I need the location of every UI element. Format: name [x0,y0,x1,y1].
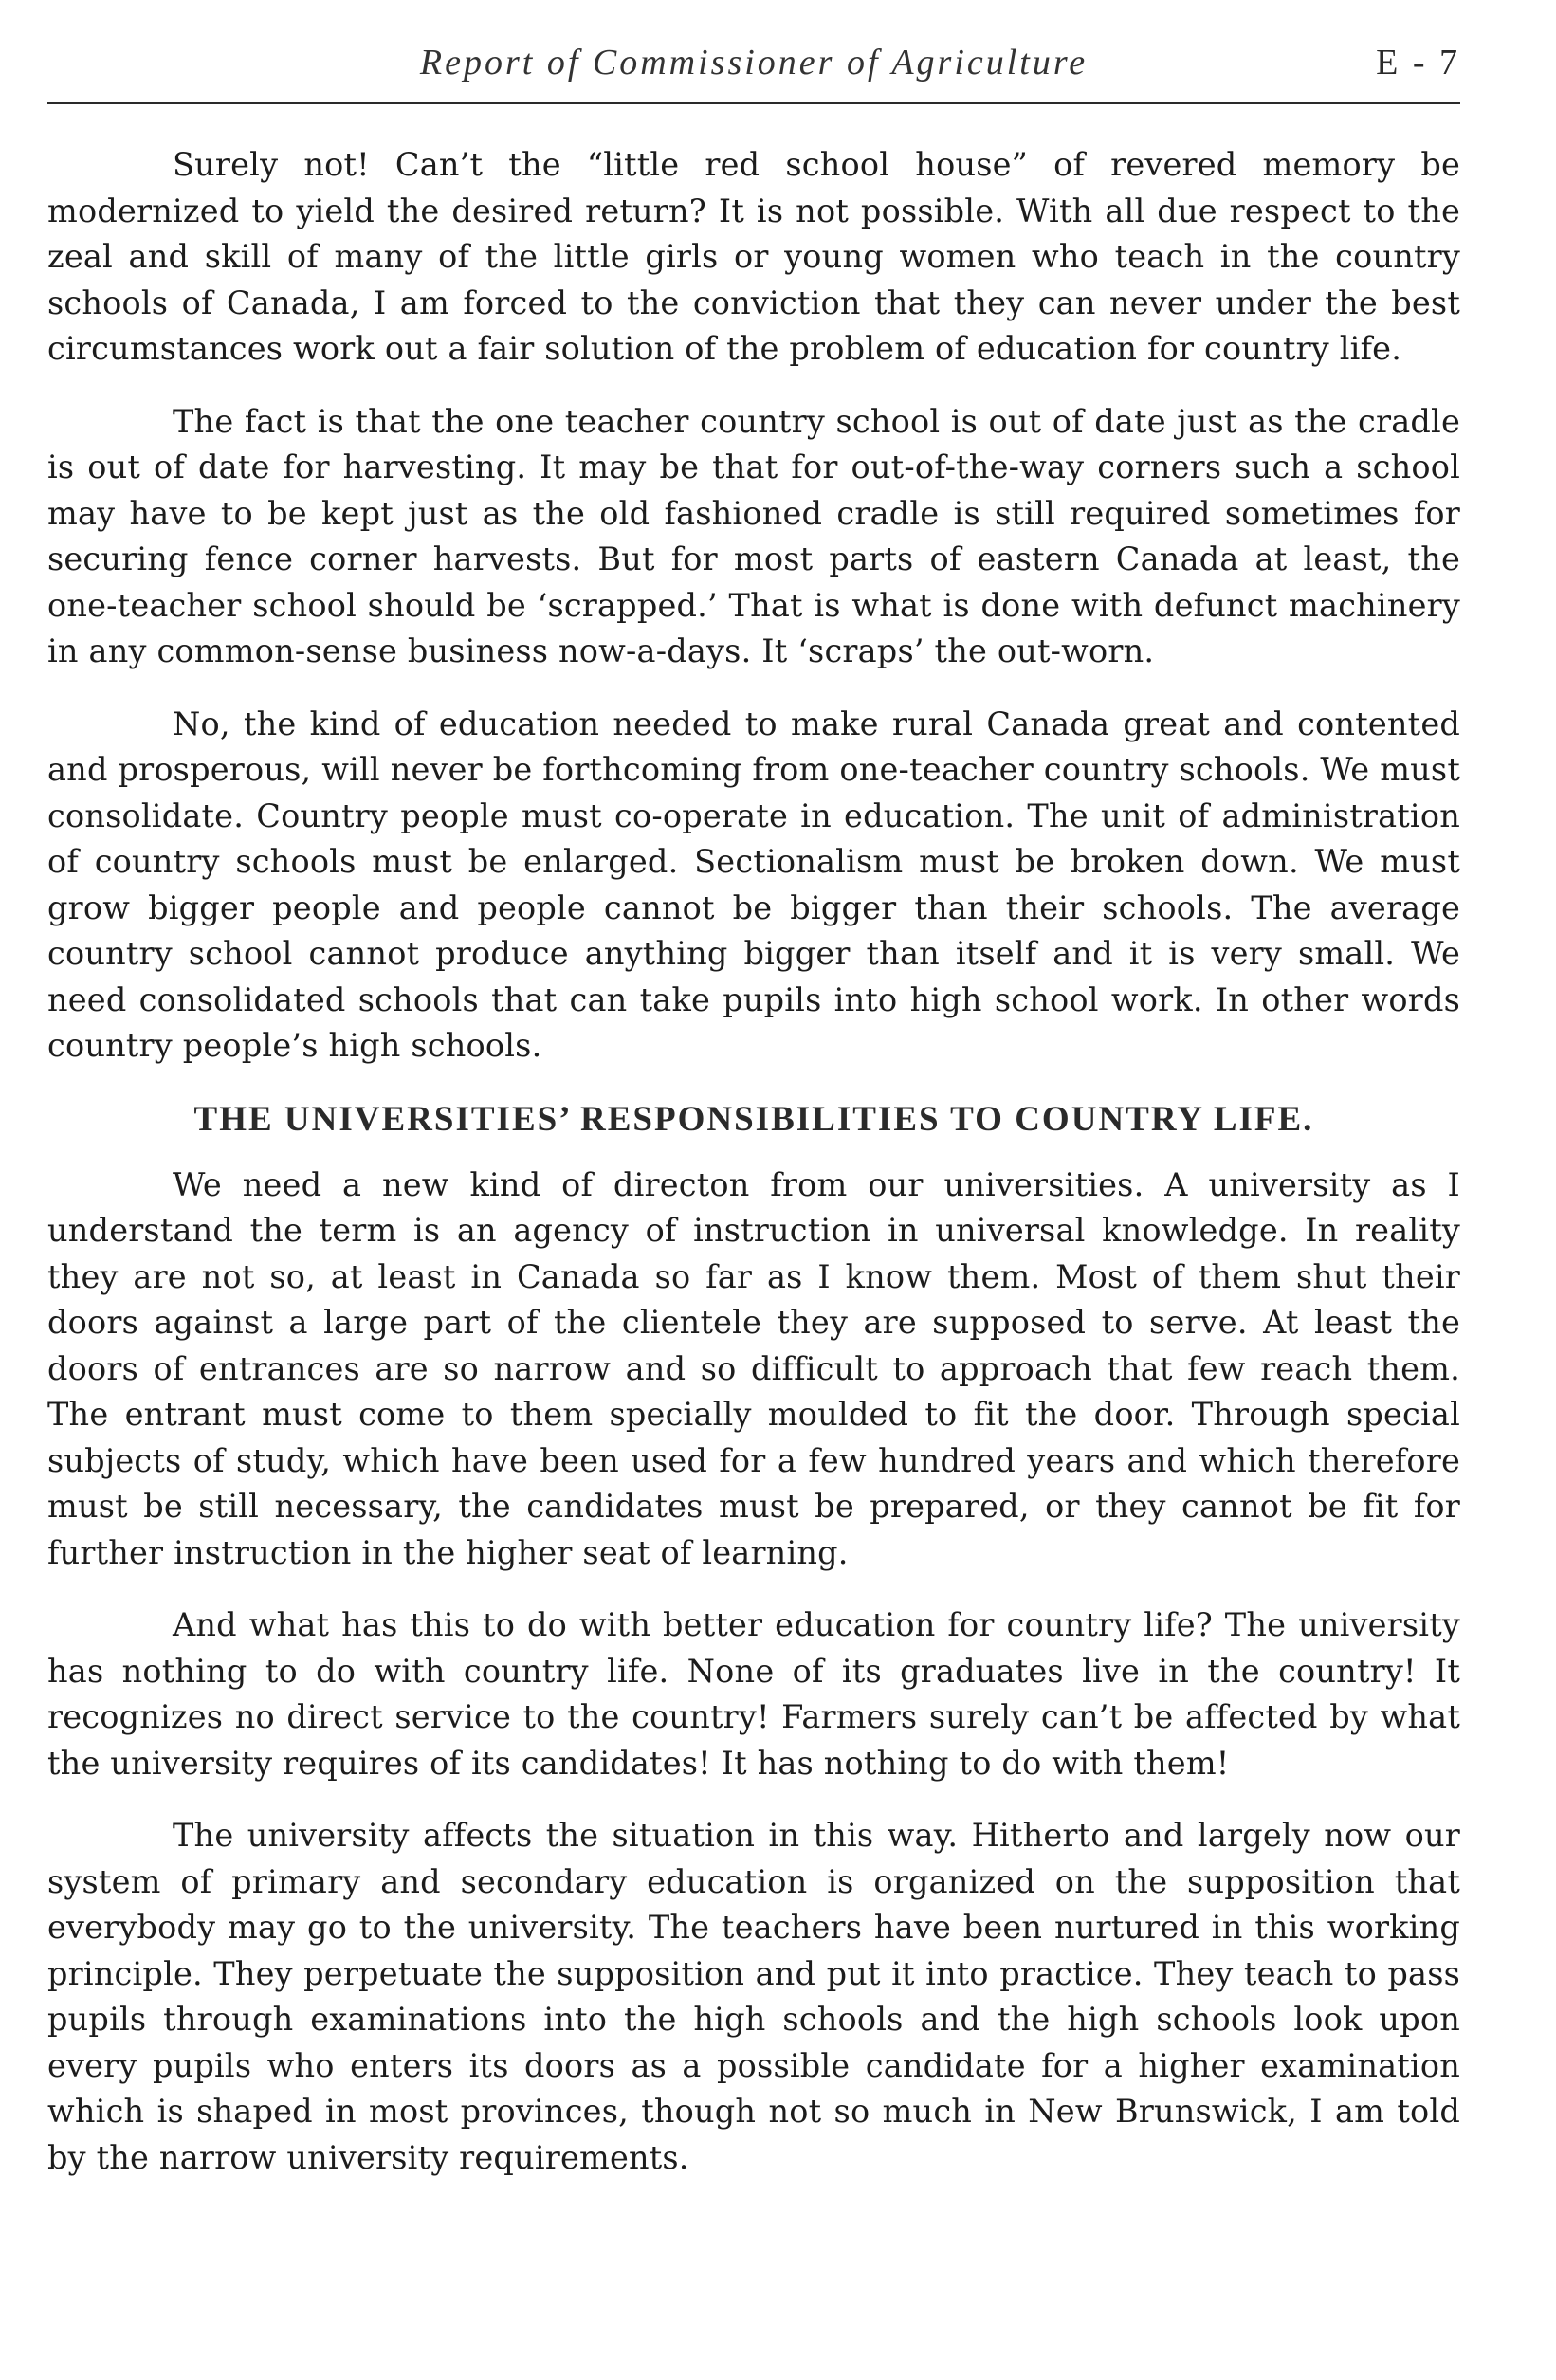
paragraph-little-red-school-house: Surely not! Can’t the “little red school house” of revered memory be modernized to yield the desired return? It is not possible. With all due respect to the zeal and skill of many of the little girls or young women who teach in the country schools of Canada, I am forced to the conviction that they can never under the best circumstances work out a fair solution of the problem of education for country life. [47,146,1460,367]
running-header [47,27,1460,104]
running-title: Report of Commissioner of Agriculture [419,43,1089,82]
body-text [47,142,1460,2207]
page-number: E - 7 [1376,43,1460,82]
paragraph-universities-direction: We need a new kind of directon from our universities. A university as I understand the term is an agency of instruction in universal knowledge. In reality they are not so, at least in Canada so far as I know them. Most of them shut their doors against a large part of the clientele they are supposed to serve. At least the doors of entrances are so narrow and so difficult to approach that few reach them. The entrant must come to them specially moulded to fit the door. Through special subjects of study, which have been used for a few hundred years and which therefore must be still necessary, the candidates must be prepared, or they cannot be fit for further instruction in the higher seat of learning. [47,1165,1460,1571]
paragraph-university-affects-situation: The university affects the situation in this way. Hitherto and largely now our system of primary and secondary education is organized on the supposition that everybody may go to the university. The teachers have been nurtured in this working principle. They perpetuate the supposition and put it into practice. They teach to pass pupils through examinations into the high schools and the high schools look upon every pupils who enters its doors as a possible candidate for a higher examination which is shaped in most provinces, though not so much in New Brunswick, I am told by the narrow university requirements. [47,1817,1460,2176]
section-heading: THE UNIVERSITIES’ RESPONSIBILITIES TO COUNTRY LIFE. [193,1099,1314,1139]
paragraph-university-country-life: And what has this to do with better education for country life? The university has nothing to do with country life. None of its graduates live in the country! It recognizes no direct service to the country! Farmers surely can’t be affected by what the university requires of its candidates! It has nothing to do with them! [47,1606,1460,1782]
paragraph-one-teacher-school: The fact is that the one teacher country school is out of date just as the cradle is out of date for harvesting. It may be that for out-of-the-way corners such a school may have to be kept just as the old fashioned cradle is still required sometimes for securing fence corner harvests. But for most parts of eastern Canada at least, the one-teacher school should be ‘scrapped.’ That is what is done with defunct machinery in any common-sense business now-a-days. It ‘scraps’ the out-worn. [47,402,1460,669]
paragraph-consolidate: No, the kind of education needed to make rural Canada great and contented and prosperous, will never be forthcoming from one-teacher country schools. We must consolidate. Country people must co-operate in education. The unit of administration of country schools must be enlarged. Sectionalism must be broken down. We must grow bigger people and people cannot be bigger than their schools. The average country school cannot produce anything bigger than itself and it is very small. We need consolidated schools that can take pupils into high school work. In other words country people’s high schools. [47,705,1460,1064]
